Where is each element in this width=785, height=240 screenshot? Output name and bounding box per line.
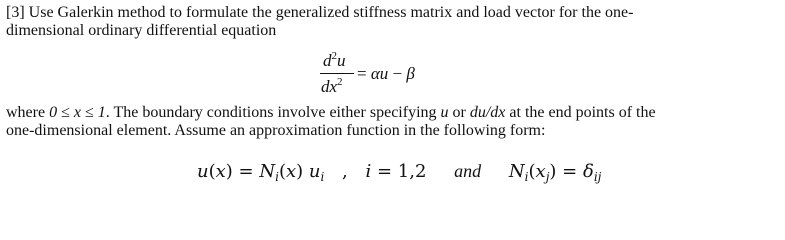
variable-dudx: du/dx [469, 104, 506, 121]
approximation-function [197, 161, 601, 184]
or-text: or [452, 104, 466, 121]
equation-rhs: = αu − β [357, 64, 415, 83]
fraction-numerator: $d^2u$ [323, 50, 346, 70]
fraction-denominator: $dx^2$ [321, 76, 343, 96]
where-text: where [6, 104, 46, 121]
variable-u: u [440, 104, 449, 121]
line-3-text: . The boundary conditions involve either specifying [105, 104, 437, 121]
kronecker-condition: $N_i(x_j) = \delta_{ij}$ [508, 161, 602, 184]
approx-separator: , [342, 161, 348, 182]
fraction-bar [320, 73, 354, 74]
approx-lhs: $u(x) = N_i(x)$ $u_i$ [197, 161, 325, 184]
problem-line-1: [3] Use Galerkin method to formulate the generalized stiffness matrix and load vector for the one- [6, 4, 634, 21]
and-text: and [454, 161, 482, 181]
index-range: i = 1,2 [365, 161, 427, 182]
problem-line-4: one-dimensional element. Assume an approximation function in the following form: [6, 122, 546, 139]
problem-line-2: dimensional ordinary differential equation [6, 22, 277, 39]
problem-line-3 [6, 104, 656, 122]
line-3-end: at the end points of the [509, 104, 656, 121]
domain-expression: 0 ≤ x ≤ 1 [49, 104, 106, 121]
